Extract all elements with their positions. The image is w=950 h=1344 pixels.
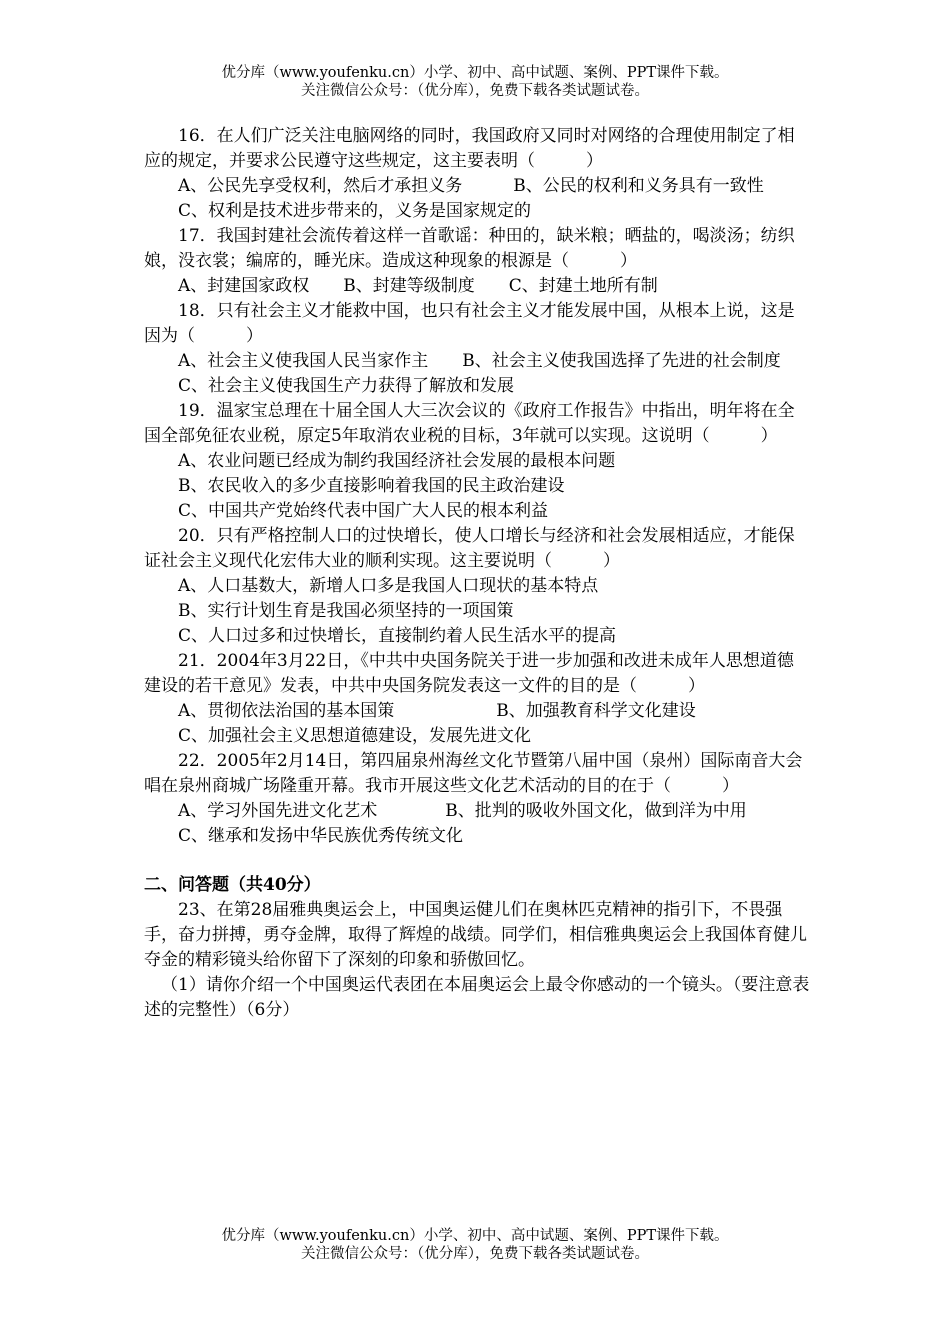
q19-stem: 19．温家宝总理在十届全国人大三次会议的《政府工作报告》中指出，明年将在全国全部免征农业税，原定5年取消农业税的目标，3年就可以实现。这说明（ ） [144,401,795,446]
q22-stem: 22．2005年2月14日，第四届泉州海丝文化节暨第八届中国（泉州）国际南音大会唱在泉州商城广场隆重开幕。我市开展这些文化艺术活动的目的在于（ ） [144,751,803,796]
q17-options: A、封建国家政权 B、封建等级制度 C、封建土地所有制 [178,276,658,296]
exam-content [144,124,810,1023]
q20-stem: 20．只有严格控制人口的过快增长，使人口增长与经济和社会发展相适应，才能保证社会主义现代化宏伟大业的顺利实现。这主要说明（ ） [144,526,795,571]
header-line-1: 优分库（www.youfenku.cn）小学、初中、高中试题、案例、PPT课件下载。 [221,65,729,81]
q19-option-a: A、农业问题已经成为制约我国经济社会发展的最根本问题 [178,451,616,471]
q23-stem: 23、在第28届雅典奥运会上，中国奥运健儿们在奥林匹克精神的指引下，不畏强手，奋力拼搏，勇夺金牌，取得了辉煌的战绩。同学们，相信雅典奥运会上我国体育健儿夺金的精彩镜头给你留下了深刻的印象和骄傲回忆。 [144,900,807,970]
q21-options-ab: A、贯彻依法治国的基本国策 B、加强教育科学文化建设 [178,701,696,721]
q21-stem: 21．2004年3月22日，《中共中央国务院关于进一步加强和改进未成年人思想道德建设的若干意见》发表，中共中央国务院发表这一文件的目的是（ ） [144,651,794,696]
q18-options-ab: A、社会主义使我国人民当家作主 B、社会主义使我国选择了先进的社会制度 [178,351,781,371]
page-header [0,64,950,100]
q16-option-c: C、权利是技术进步带来的，义务是国家规定的 [178,201,532,221]
q19-option-c: C、中国共产党始终代表中国广大人民的根本利益 [178,501,549,521]
q17-stem: 17．我国封建社会流传着这样一首歌谣：种田的，缺米粮；晒盐的，喝淡汤；纺织娘，没衣裳；编席的，睡光床。造成这种现象的根源是（ ） [144,226,795,271]
q23-part-1: （1）请你介绍一个中国奥运代表团在本届奥运会上最令你感动的一个镜头。（要注意表述的完整性）（6分） [144,975,810,1020]
q19-option-b: B、农民收入的多少直接影响着我国的民主政治建设 [178,476,565,496]
header-line-2: 关注微信公众号：（优分库），免费下载各类试题试卷。 [301,83,649,99]
page-footer [0,1227,950,1263]
q22-options-ab: A、学习外国先进文化艺术 B、批判的吸收外国文化，做到洋为中用 [178,801,747,821]
q20-option-b: B、实行计划生育是我国必须坚持的一项国策 [178,601,514,621]
q22-option-c: C、继承和发扬中华民族优秀传统文化 [178,826,464,846]
q21-option-c: C、加强社会主义思想道德建设，发展先进文化 [178,726,532,746]
q20-option-c: C、人口过多和过快增长，直接制约着人民生活水平的提高 [178,626,617,646]
q18-option-c: C、社会主义使我国生产力获得了解放和发展 [178,376,515,396]
q20-option-a: A、人口基数大，新增人口多是我国人口现状的基本特点 [178,576,599,596]
q18-stem: 18．只有社会主义才能救中国，也只有社会主义才能发展中国，从根本上说，这是因为（ ） [144,301,795,346]
section-2-heading: 二、问答题（共40分） [144,875,321,895]
footer-line-1: 优分库（www.youfenku.cn）小学、初中、高中试题、案例、PPT课件下载。 [221,1228,729,1244]
q16-stem: 16．在人们广泛关注电脑网络的同时，我国政府又同时对网络的合理使用制定了相应的规定，并要求公民遵守这些规定，这主要表明（ ） [144,126,795,171]
footer-line-2: 关注微信公众号：（优分库），免费下载各类试题试卷。 [301,1246,649,1262]
q16-options-ab: A、公民先享受权利，然后才承担义务 B、公民的权利和义务具有一致性 [178,176,764,196]
